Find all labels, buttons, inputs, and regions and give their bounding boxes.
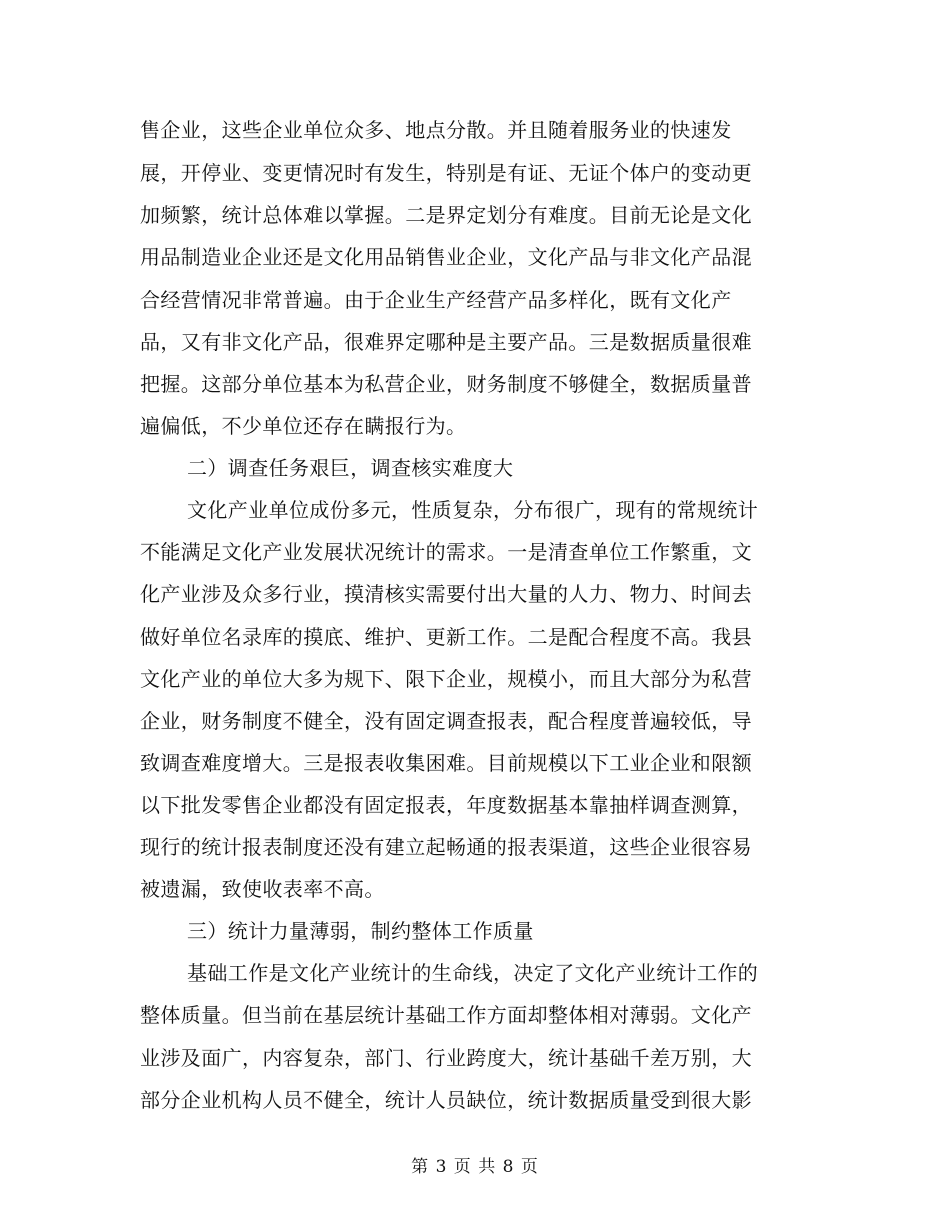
text-line: 遍偏低，不少单位还存在瞒报行为。: [140, 414, 467, 438]
text-line: 企业，财务制度不健全，没有固定调查报表，配合程度普遍较低，导: [140, 709, 752, 733]
text-line: 用品制造业企业还是文化用品销售业企业，文化产品与非文化产品混: [140, 245, 752, 269]
text-line: 部分企业机构人员不健全，统计人员缺位，统计数据质量受到很大影: [140, 1088, 752, 1112]
text-line: 不能满足文化产业发展状况统计的需求。一是清查单位工作繁重，文: [140, 540, 752, 564]
section-heading: 三）统计力量薄弱，制约整体工作质量: [187, 919, 534, 943]
text-line: 致调查难度增大。三是报表收集困难。目前规模以下工业企业和限额: [140, 751, 752, 775]
page-number-footer: 第 3 页 共 8 页: [411, 1157, 539, 1177]
text-line: 品，又有非文化产品，很难界定哪种是主要产品。三是数据质量很难: [140, 330, 752, 354]
text-line: 现行的统计报表制度还没有建立起畅通的报表渠道，这些企业很容易: [140, 835, 752, 859]
text-line: 合经营情况非常普遍。由于企业生产经营产品多样化，既有文化产: [140, 288, 732, 312]
text-line: 做好单位名录库的摸底、维护、更新工作。二是配合程度不高。我县: [140, 625, 752, 649]
text-line: 业涉及面广，内容复杂，部门、行业跨度大，统计基础千差万别，大: [140, 1046, 752, 1070]
text-line: 文化产业单位成份多元，性质复杂，分布很广，现有的常规统计: [187, 498, 759, 522]
text-line: 整体质量。但当前在基层统计基础工作方面却整体相对薄弱。文化产: [140, 1003, 752, 1027]
text-line: 化产业涉及众多行业，摸清核实需要付出大量的人力、物力、时间去: [140, 582, 752, 606]
text-line: 把握。这部分单位基本为私营企业，财务制度不够健全，数据质量普: [140, 372, 752, 396]
text-line: 基础工作是文化产业统计的生命线，决定了文化产业统计工作的: [187, 961, 759, 985]
section-heading: 二）调查任务艰巨，调查核实难度大: [187, 456, 514, 480]
text-line: 被遗漏，致使收表率不高。: [140, 877, 385, 901]
text-line: 文化产业的单位大多为规下、限下企业，规模小，而且大部分为私营: [140, 667, 752, 691]
text-line: 展，开停业、变更情况时有发生，特别是有证、无证个体户的变动更: [140, 161, 752, 185]
text-line: 加频繁，统计总体难以掌握。二是界定划分有难度。目前无论是文化: [140, 203, 752, 227]
text-line: 以下批发零售企业都没有固定报表，年度数据基本靠抽样调查测算，: [140, 793, 752, 817]
text-line: 售企业，这些企业单位众多、地点分散。并且随着服务业的快速发: [140, 118, 732, 142]
